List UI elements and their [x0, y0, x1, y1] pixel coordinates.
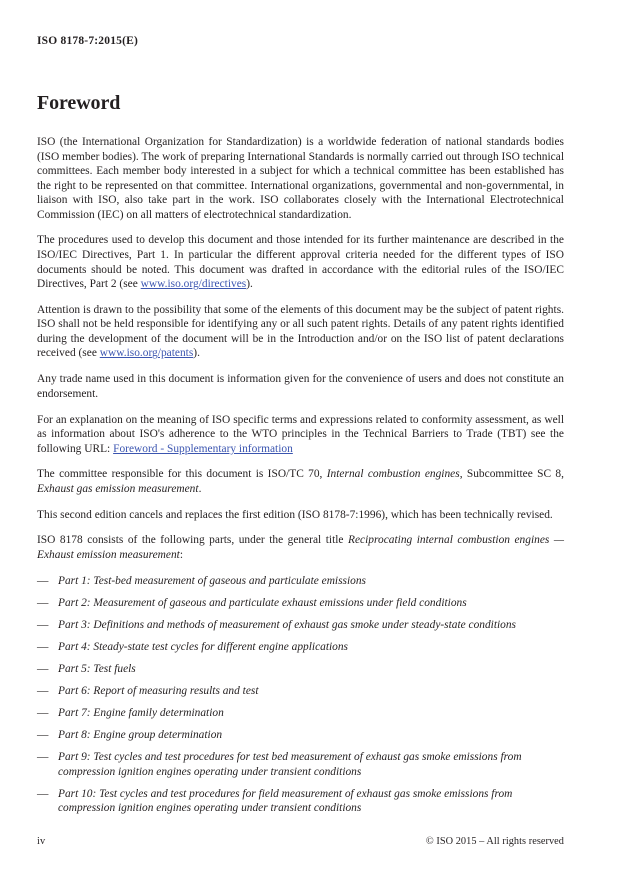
paragraph-iso-description: ISO (the International Organization for Standardization) is a worldwide federation of national standards bodies (ISO member bodies). The work of preparing International Standards is normally carried out through ISO technical committees. Each member body interested in a subject for which a technical committee has been established has the right to be represented on that committee. International organizations, governmental and non-governmental, in liaison with ISO, also take part in the work. ISO collaborates closely with the International Electrotechnical Commission (IEC) on all matters of electrotechnical standardization. — [37, 136, 564, 221]
em-dash-bullet-icon: — — [37, 751, 49, 764]
em-dash-bullet-icon: — — [37, 663, 49, 675]
list-item — [37, 574, 564, 589]
list-item-label: Part 6: Report of measuring results and test — [58, 685, 259, 698]
em-dash-bullet-icon: — — [37, 574, 49, 587]
parts-intro-text-1: ISO 8178 consists of the following parts, under the general title — [37, 534, 348, 547]
committee-title-italic-2: Exhaust gas emission measurement — [37, 482, 199, 495]
list-item-label: Part 4: Steady-state test cycles for different engine applications — [58, 640, 348, 653]
list-item-label: Part 8: Engine group determination — [58, 729, 223, 742]
paragraph-parts-intro — [37, 533, 564, 562]
paragraph-conformity-text-before: For an explanation on the meaning of ISO specific terms and expressions related to conformity assessment, as well as information about ISO's adherence to the WTO principles in the Technical Barriers to Trade (TBT) see the following URL: — [37, 413, 564, 455]
list-item-label: Part 1: Test-bed measurement of gaseous and particulate emissions — [58, 574, 366, 587]
em-dash-bullet-icon: — — [37, 596, 49, 609]
page-number: iv — [37, 836, 46, 847]
committee-title-italic-1: Internal combustion engines — [326, 468, 460, 481]
committee-text-1: The committee responsible for this document is ISO/TC 70, — [37, 468, 327, 481]
em-dash-bullet-icon: — — [37, 640, 49, 653]
list-item — [37, 728, 564, 743]
list-item-label: Part 10: Test cycles and test procedures for field measurement of exhaust gas smoke emissions from compression ignition engines operating under transient conditions — [58, 787, 513, 815]
committee-text-3: . — [198, 482, 202, 495]
link-foreword-supplementary-information[interactable]: Foreword - Supplementary information — [113, 442, 293, 455]
list-item — [37, 750, 564, 779]
list-item — [37, 618, 564, 633]
paragraph-patent-text-after: ). — [193, 347, 200, 360]
list-item-label: Part 5: Test fuels — [58, 663, 136, 675]
list-item — [37, 596, 564, 611]
list-item-label: Part 9: Test cycles and test procedures for test bed measurement of exhaust gas smoke emissions from compression ignition engines operating under transient conditions — [58, 751, 522, 778]
paragraph-procedures-text-after: ). — [246, 278, 253, 291]
paragraph-patent-text-before: Attention is drawn to the possibility that some of the elements of this document may be the subject of patent rights. ISO shall not be held responsible for identifying any or all such patent rights. Details of any patent rights identified during the development of the document will be in the Introduction and/or on the ISO list of patent declarations received (see — [37, 303, 564, 360]
em-dash-bullet-icon: — — [37, 685, 49, 698]
list-item-label: Part 7: Engine family determination — [58, 707, 224, 720]
parts-intro-text-2: : — [179, 548, 184, 561]
em-dash-bullet-icon: — — [37, 729, 49, 742]
page-footer — [37, 836, 564, 847]
document-header: ISO 8178-7:2015(E) — [37, 35, 139, 47]
em-dash-bullet-icon: — — [37, 618, 49, 631]
em-dash-bullet-icon: — — [37, 787, 49, 800]
paragraph-committee-responsible — [37, 467, 564, 496]
foreword-body — [37, 135, 564, 816]
list-item — [37, 684, 564, 699]
list-item — [37, 706, 564, 721]
list-item-label: Part 2: Measurement of gaseous and particulate exhaust emissions under field conditions — [58, 596, 467, 609]
paragraph-conformity-assessment — [37, 413, 564, 457]
link-iso-directives[interactable]: www.iso.org/directives — [140, 278, 247, 291]
paragraph-procedures-text-before: The procedures used to develop this document and those intended for its further maintenance are described in the ISO/IEC Directives, Part 1. In particular the different approval criteria needed for the different types of ISO documents should be noted. This document was drafted in accordance with the editorial rules of the ISO/IEC Directives, Part 2 (see — [37, 234, 564, 291]
list-item — [37, 640, 564, 655]
page-title: Foreword — [37, 92, 121, 114]
list-item — [37, 787, 564, 816]
page-content — [37, 0, 564, 824]
parts-list — [37, 574, 564, 816]
paragraph-patent-rights — [37, 303, 564, 361]
list-item-label: Part 3: Definitions and methods of measurement of exhaust gas smoke under steady-state conditions — [58, 618, 516, 631]
paragraph-procedures — [37, 233, 564, 291]
parts-intro-general-title: Reciprocating internal combustion engines — Exhaust emission measurement — [37, 534, 564, 561]
list-item — [37, 662, 564, 677]
paragraph-trade-name: Any trade name used in this document is information given for the convenience of users and does not constitute an endorsement. — [37, 373, 564, 400]
link-iso-patents[interactable]: www.iso.org/patents — [99, 347, 194, 360]
copyright-notice: © ISO 2015 – All rights reserved — [425, 836, 564, 847]
paragraph-edition-notice: This second edition cancels and replaces the first edition (ISO 8178-7:1996), which has been technically revised. — [37, 508, 553, 521]
em-dash-bullet-icon: — — [37, 707, 49, 720]
committee-text-2: , Subcommittee SC 8, — [459, 468, 564, 481]
